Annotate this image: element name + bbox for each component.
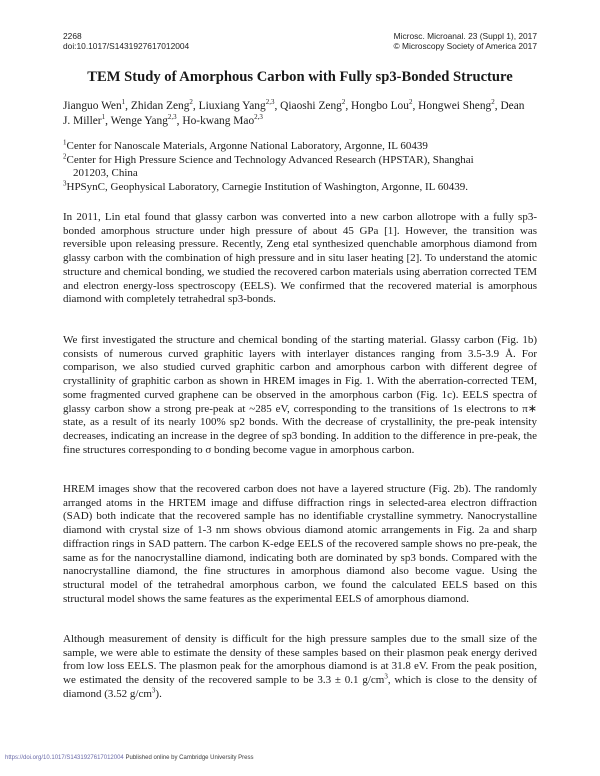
page-header-left xyxy=(63,31,189,51)
footer-published: Published online by Cambridge University Press xyxy=(123,755,254,761)
author xyxy=(351,100,412,112)
author-name: Ho-kwang Mao xyxy=(182,115,255,127)
author xyxy=(418,100,495,112)
affiliation-marker: 2 xyxy=(63,152,67,161)
author-list: Jianguo Wen$^1$, Zhidan Zeng$^2$, Liuxiang Yang$^{2,3}$, Qiaoshi Zeng$^2$, Hongbo Lou$^2$, Hongwei Sheng$^2$, Dean J. Miller$^1$, Wenge Yang$^{2,3}$, Ho-kwang Mao$^{2,3}$ xyxy=(63,98,525,127)
affiliation-marker: 3 xyxy=(63,179,67,188)
author-name: Wenge Yang xyxy=(110,115,168,127)
author-affiliation-marker: 2 xyxy=(408,98,413,107)
author-affiliation-marker: 1 xyxy=(101,113,106,122)
footer-doi-link[interactable]: https://doi.org/10.1017/S1431927617012004 xyxy=(5,755,124,761)
paper-title: TEM Study of Amorphous Carbon with Fully sp3-Bonded Structure xyxy=(87,69,513,85)
affiliation-2 xyxy=(63,154,543,181)
paragraph-glassy-carbon: We first investigated the structure and chemical bonding of the starting material. Glassy carbon (Fig. 1b) consists of numerous curved graphitic layers with interlayer distances ranging from 3.5-3.9 Å. For comparison, we also studied curved graphitic carbon and amorphous carbon with different degree of crystallinity of graphitic carbon as shown in HREM images in Fig. 1. With the aberration-corrected TEM, some fragmented curved graphene can be observed in the amorphous carbon (Fig. 1c). EELS spectra of glassy carbon show a strong pre-peak at ~285 eV, corresponding to the transitions of 1s electrons to π∗ state, as a result of its nearly 100% sp2 bonds. With the decrease of crystallinity, the pre-peak intensity decreases, indicating an increase in the degree of sp3 bonding. In addition to the difference in pre-peak, the fine structures corresponding to σ bonding become vague in amorphous carbon. xyxy=(63,334,537,456)
author xyxy=(199,100,275,112)
author-affiliation-marker: 2 xyxy=(189,98,193,107)
author-affiliation-marker: 1 xyxy=(121,98,126,107)
page-header-right xyxy=(394,31,538,51)
author xyxy=(131,100,193,112)
affiliation-text: Center for Nanoscale Materials, Argonne National Laboratory, Argonne, IL 60439 xyxy=(66,140,428,152)
author xyxy=(182,115,263,127)
affiliation-continuation: 201203, China xyxy=(73,167,138,180)
author-affiliation-marker: 2 xyxy=(491,98,495,107)
density-text-c: ). xyxy=(155,687,162,700)
author xyxy=(280,100,345,112)
author xyxy=(63,100,125,112)
author-affiliation-marker: 2,3 xyxy=(254,113,263,122)
density-text-b: , which is close to the density of diamond (3.52 g/cm xyxy=(63,674,537,700)
copyright: © Microscopy Society of America 2017 xyxy=(393,41,537,51)
journal-citation: Microsc. Microanal. 23 (Suppl 1), 2017 xyxy=(393,31,537,41)
superscript: 3 xyxy=(151,686,156,695)
paragraph-recovered-carbon: HREM images show that the recovered carbon does not have a layered structure (Fig. 2b). The randomly arranged atoms in the HRTEM image and diffuse diffraction rings in selected-area electron diffraction (SAD) both indicate that the recovered sample has no identifiable crystalline symmetry. Nanocrystalline diamond with crystal size of 1-3 nm shows obvious diamond atomic arrangements in Fig. 2a and sharp diffraction rings in SAD pattern. The carbon K-edge EELS of the recovered sample shows no pre-peak, the same as for the nanocrystalline diamond, indicating both are dominated by sp3 bonds. Compared with the nanocrystalline diamond, the fine structures in amorphous diamond also become vague. Using the structural model of the tetrahedral amorphous carbon, we found the calculated EELS based on this structural model shows the same features as the experimental EELS of amorphous diamond. xyxy=(63,483,537,605)
page-number: 2268 xyxy=(63,31,82,41)
author-name: Zhidan Zeng xyxy=(130,100,190,112)
author-name: Jianguo Wen xyxy=(63,100,122,112)
author-name: Hongbo Lou xyxy=(351,100,409,112)
author-affiliation-marker: 2,3 xyxy=(265,98,275,107)
affiliation-text: Center for High Pressure Science and Technology Advanced Research (HPSTAR), Shanghai xyxy=(66,154,474,166)
affiliation-text: HPSynC, Geophysical Laboratory, Carnegie Institution of Washington, Argonne, IL 60439. xyxy=(66,181,468,193)
density-text-a: Although measurement of density is difficult for the high pressure samples due to the small size of the sample, we were able to estimate the density of these samples based on their plasmon peak energy derived from low loss EELS. The plasmon peak for the amorphous diamond is at 31.8 eV. From the peak position, we estimated the density of the recovered sample to be 3.3 ± 0.1 g/cm xyxy=(63,633,537,687)
author-name: Liuxiang Yang xyxy=(198,100,266,112)
paragraph-intro: In 2011, Lin etal found that glassy carbon was converted into a new carbon allotrope with a fully sp3-bonded amorphous structure under high pressure of about 45 GPa [1]. However, the transition was reversible upon releasing pressure. Recently, Zeng etal synthesized quenchable amorphous diamond from glassy carbon with the combination of high pressure and in situ laser heating [2]. To understand the atomic structure and chemical bonding, we studied the recovered carbon materials using aberration corrected TEM and electron energy-loss spectroscopy (EELS). We confirmed that the recovered material is amorphous diamond with completely tetrahedral sp3-bonds. xyxy=(63,211,537,306)
paragraph-density xyxy=(63,633,537,702)
affiliation-1 xyxy=(63,140,543,153)
author-affiliation-marker: 2,3 xyxy=(167,113,177,122)
author-name: Dean J. Miller xyxy=(63,100,525,127)
footer xyxy=(5,755,254,761)
author-affiliation-marker: 2 xyxy=(341,98,346,107)
author xyxy=(111,115,177,127)
author-name: Qiaoshi Zeng xyxy=(280,100,342,112)
affiliation-marker: 1 xyxy=(63,138,67,147)
author-name: Hongwei Sheng xyxy=(418,100,492,112)
affiliation-3 xyxy=(63,181,543,194)
superscript: 3 xyxy=(384,672,388,681)
doi: doi:10.1017/S1431927617012004 xyxy=(63,41,190,51)
